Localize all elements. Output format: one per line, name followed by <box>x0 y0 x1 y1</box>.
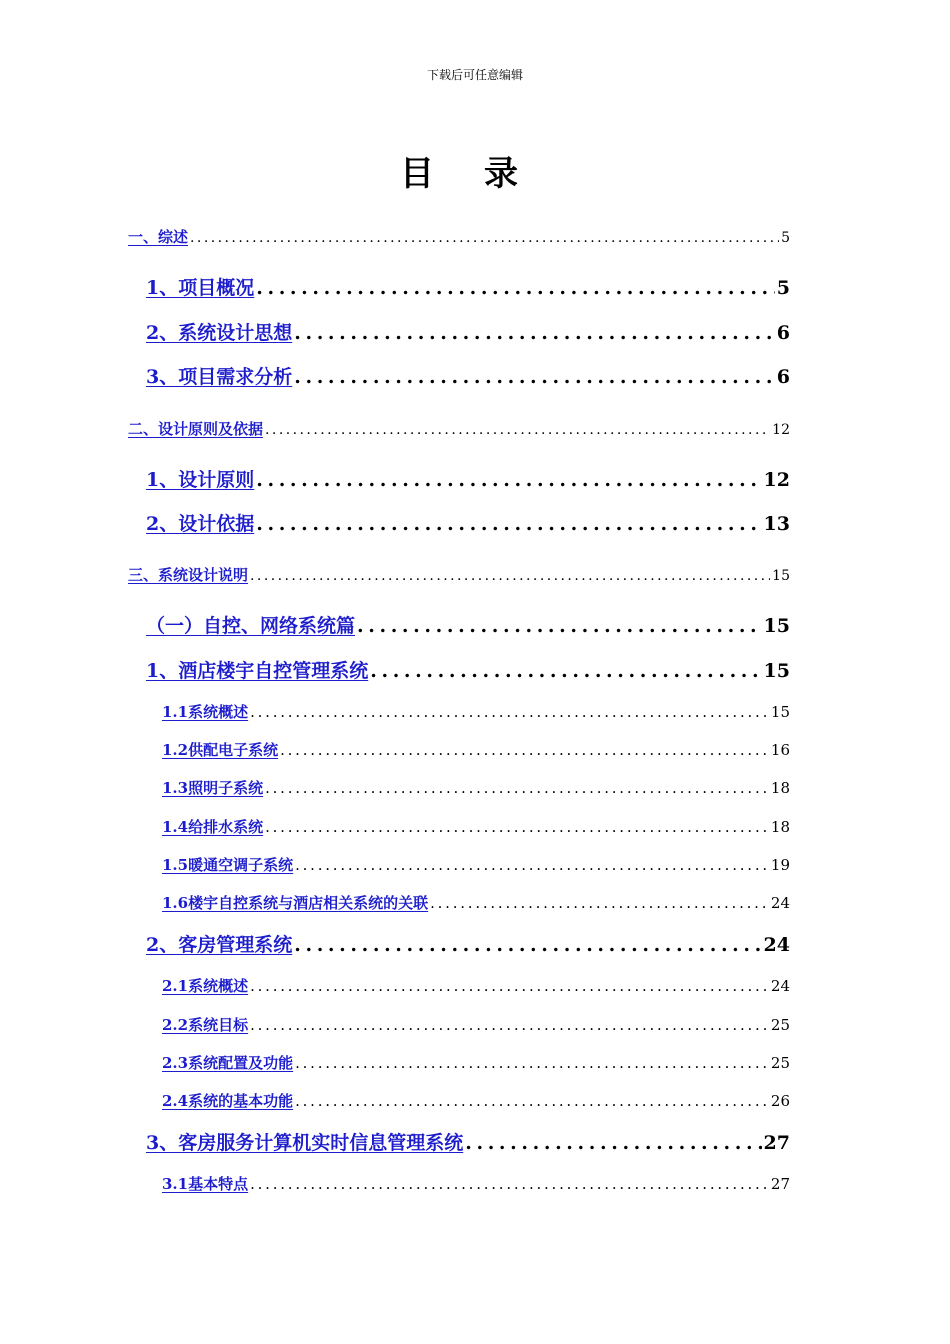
toc-page-number: 6 <box>776 366 790 388</box>
toc-link[interactable]: 二、设计原则及依据 <box>128 420 264 438</box>
toc-entry[interactable] <box>146 1128 790 1155</box>
leader-dots <box>430 894 769 912</box>
toc-entry[interactable] <box>162 777 790 798</box>
toc-link[interactable]: 1.3照明子系统 <box>162 779 264 797</box>
leader-dots <box>265 818 769 836</box>
toc-page-number: 15 <box>770 703 790 721</box>
toc-entry[interactable] <box>162 1014 790 1035</box>
toc-link[interactable]: 3、项目需求分析 <box>146 366 293 388</box>
toc-page-number: 5 <box>776 277 790 299</box>
toc-title: 目录 <box>400 154 568 194</box>
leader-dots <box>295 856 769 874</box>
leader-dots <box>465 1132 761 1154</box>
toc-entry[interactable] <box>162 975 790 996</box>
toc-entry[interactable] <box>162 1052 790 1073</box>
toc-link[interactable]: 2、客房管理系统 <box>146 934 293 956</box>
leader-dots <box>265 422 770 438</box>
leader-dots <box>294 934 761 956</box>
toc-page-number: 24 <box>770 977 790 995</box>
leader-dots <box>250 703 769 721</box>
toc-page-number: 13 <box>763 513 790 535</box>
toc-link[interactable]: 2.1系统概述 <box>162 977 249 995</box>
toc-link[interactable]: 2、系统设计思想 <box>146 322 293 344</box>
toc-entry[interactable] <box>162 816 790 837</box>
toc-page-number: 18 <box>770 818 790 836</box>
toc-entry[interactable] <box>162 1173 790 1194</box>
toc-link[interactable]: 2.4系统的基本功能 <box>162 1092 294 1110</box>
toc-page-number: 6 <box>776 322 790 344</box>
toc-entry[interactable] <box>162 701 790 722</box>
toc-page-number: 18 <box>770 779 790 797</box>
leader-dots <box>256 277 775 299</box>
leader-dots <box>250 977 769 995</box>
toc-link[interactable]: 1、设计原则 <box>146 469 255 491</box>
leader-dots <box>295 1054 769 1072</box>
toc-link[interactable]: 1.2供配电子系统 <box>162 741 279 759</box>
toc-link[interactable]: 三、系统设计说明 <box>128 566 249 584</box>
leader-dots <box>250 1016 769 1034</box>
toc-link[interactable]: 2、设计依据 <box>146 513 255 535</box>
leader-dots <box>370 660 761 682</box>
leader-dots <box>294 322 775 344</box>
toc-entry[interactable] <box>146 465 790 492</box>
toc-link[interactable]: 1.4给排水系统 <box>162 818 264 836</box>
toc-link[interactable]: 1.1系统概述 <box>162 703 249 721</box>
toc-link[interactable]: 1.5暖通空调子系统 <box>162 856 294 874</box>
toc-entry[interactable] <box>128 226 790 247</box>
toc-entry[interactable] <box>146 362 790 389</box>
toc-entry[interactable] <box>162 1090 790 1111</box>
toc-page-number: 24 <box>770 894 790 912</box>
toc-entry[interactable] <box>146 509 790 536</box>
toc-entry[interactable] <box>128 418 790 439</box>
leader-dots <box>295 1092 769 1110</box>
page-header: 下载后可任意编辑 <box>426 68 523 82</box>
leader-dots <box>265 779 769 797</box>
toc-page-number: 24 <box>763 934 790 956</box>
toc-entry[interactable] <box>146 930 790 957</box>
leader-dots <box>280 741 769 759</box>
toc-page-number: 15 <box>763 615 790 637</box>
toc-link[interactable]: （一）自控、网络系统篇 <box>146 615 356 637</box>
toc-link[interactable]: 1、项目概况 <box>146 277 255 299</box>
toc-entry[interactable] <box>162 892 790 913</box>
toc-page-number: 26 <box>770 1092 790 1110</box>
leader-dots <box>190 230 779 246</box>
toc-page-number: 15 <box>763 660 790 682</box>
toc-page-number: 12 <box>763 469 790 491</box>
toc-page-number: 12 <box>772 422 790 438</box>
toc-page-number: 5 <box>781 230 790 246</box>
toc-entry[interactable] <box>146 611 790 638</box>
toc-entry[interactable] <box>162 739 790 760</box>
toc-page-number: 16 <box>770 741 790 759</box>
toc-page-number: 27 <box>770 1175 790 1193</box>
toc-link[interactable]: 1.6楼宇自控系统与酒店相关系统的关联 <box>162 894 429 912</box>
toc-link[interactable]: 3、客房服务计算机实时信息管理系统 <box>146 1132 464 1154</box>
toc-entry[interactable] <box>146 318 790 345</box>
leader-dots <box>250 1175 769 1193</box>
toc-entry[interactable] <box>162 854 790 875</box>
toc-page-number: 27 <box>763 1132 790 1154</box>
toc-page-number: 25 <box>770 1016 790 1034</box>
toc-page-number: 25 <box>770 1054 790 1072</box>
toc-link[interactable]: 一、综述 <box>128 228 189 246</box>
toc-link[interactable]: 2.3系统配置及功能 <box>162 1054 294 1072</box>
toc-page-number: 19 <box>770 856 790 874</box>
toc-entry[interactable] <box>146 656 790 683</box>
toc-entry[interactable] <box>146 273 790 300</box>
leader-dots <box>250 568 770 584</box>
toc-link[interactable]: 1、酒店楼宇自控管理系统 <box>146 660 369 682</box>
toc-link[interactable]: 2.2系统目标 <box>162 1016 249 1034</box>
toc-entry[interactable] <box>128 564 790 585</box>
leader-dots <box>294 366 775 388</box>
toc-page-number: 15 <box>772 568 790 584</box>
toc-link[interactable]: 3.1基本特点 <box>162 1175 249 1193</box>
leader-dots <box>357 615 762 637</box>
leader-dots <box>256 469 761 491</box>
leader-dots <box>256 513 761 535</box>
